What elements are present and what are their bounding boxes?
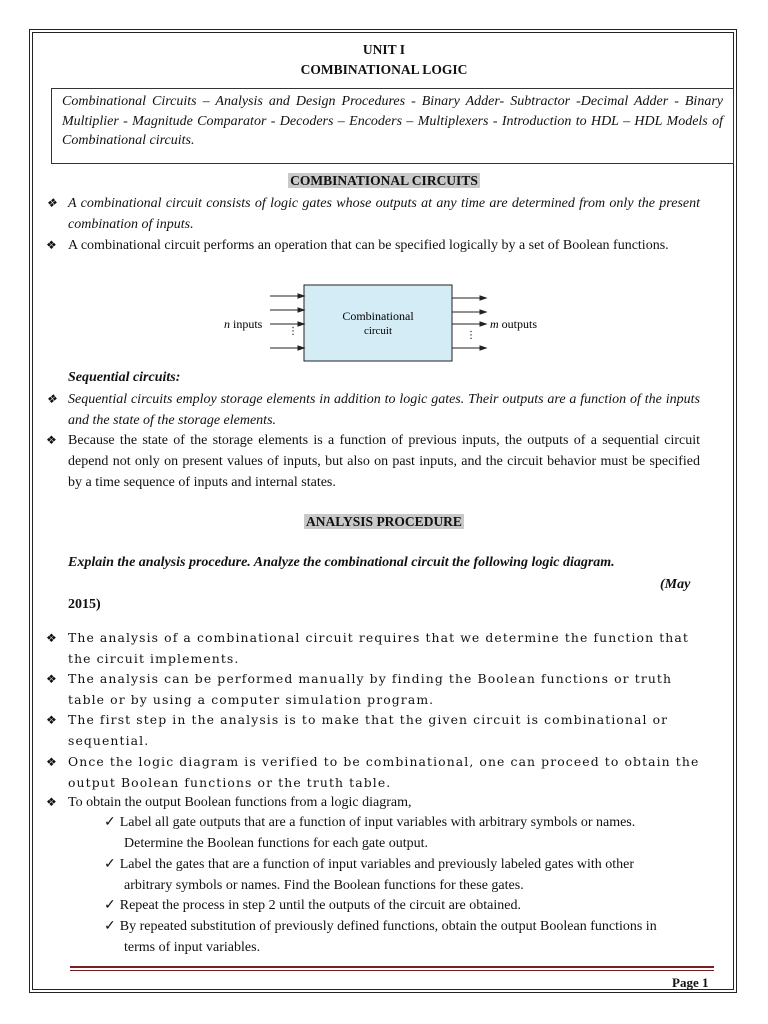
analysis-bullet-3 <box>46 710 700 751</box>
page-number: Page 1 <box>672 975 709 990</box>
step-1-line-b: Determine the Boolean functions for each gate output. <box>124 836 429 851</box>
step-4-line-a: By repeated substitution of previously defined functions, obtain the output Boolean functions in <box>119 919 657 934</box>
input-arrows <box>270 294 304 350</box>
check-icon: ✓ <box>104 815 116 830</box>
step-4 <box>104 916 700 958</box>
seq-bullet-1 <box>46 389 700 431</box>
step-2-line-b: arbitrary symbols or names. Find the Boolean functions for these gates. <box>124 878 524 893</box>
step-2 <box>104 854 700 896</box>
diamond-bullet-icon: ❖ <box>46 196 57 210</box>
step-2-line-a: Label the gates that are a function of input variables and previously labeled gates with other <box>119 857 635 872</box>
input-ellipsis: ⋮ <box>288 326 298 337</box>
comb-bullet-2 <box>46 235 700 256</box>
step-4-line-b: terms of input variables. <box>124 940 261 955</box>
analysis-bullet-4-text: Once the logic diagram is verified to be combinational, one can proceed to obtain the output Boolean functions or the truth table. <box>68 754 700 790</box>
diamond-bullet-icon: ❖ <box>46 672 58 686</box>
diamond-bullet-icon: ❖ <box>46 433 57 447</box>
comb-bullet-2-text: A combinational circuit performs an operation that can be specified logically by a set of Boolean functions. <box>68 238 669 253</box>
footer-rule <box>70 966 714 968</box>
diamond-bullet-icon: ❖ <box>46 238 57 252</box>
diamond-bullet-icon: ❖ <box>46 631 58 645</box>
check-icon: ✓ <box>104 898 116 913</box>
outputs-label <box>490 317 537 331</box>
combinational-circuit-diagram <box>220 284 550 364</box>
unit-number: UNIT I <box>362 42 406 57</box>
check-icon: ✓ <box>104 857 116 872</box>
comb-bullet-1-text: A combinational circuit consists of logic gates whose outputs at any time are determined from only the present combination of inputs. <box>68 196 700 232</box>
seq-bullet-1-text: Sequential circuits employ storage elements in addition to logic gates. Their outputs are a function of the inputs and the state of the storage elements. <box>68 392 700 428</box>
step-1 <box>104 812 700 854</box>
step-3-line-a: Repeat the process in step 2 until the outputs of the circuit are obtained. <box>119 898 521 913</box>
inputs-var: n <box>224 317 230 331</box>
analysis-bullet-5-text: To obtain the output Boolean functions from a logic diagram, <box>68 795 412 810</box>
analysis-bullet-3-text: The first step in the analysis is to make that the given circuit is combinational or sequential. <box>68 712 669 748</box>
analysis-bullet-2 <box>46 669 700 710</box>
analysis-bullet-1 <box>46 628 700 669</box>
analysis-heading-text: ANALYSIS PROCEDURE <box>306 514 462 529</box>
footer-rule-thin <box>70 970 714 971</box>
question-date-a: (May <box>660 577 691 592</box>
comb-bullet-1 <box>46 193 700 235</box>
output-arrows <box>452 296 486 350</box>
diamond-bullet-icon: ❖ <box>46 755 58 769</box>
diamond-bullet-icon: ❖ <box>46 713 58 727</box>
analysis-bullet-4 <box>46 752 700 793</box>
outputs-var: m <box>490 317 499 331</box>
question-date-b: 2015) <box>68 597 101 612</box>
analysis-bullet-1-text: The analysis of a combinational circuit requires that we determine the function that the circuit implements. <box>68 630 689 666</box>
analysis-bullet-2-text: The analysis can be performed manually by finding the Boolean functions or truth table or by using a computer simulation program. <box>68 671 673 707</box>
sequential-heading: Sequential circuits: <box>68 370 181 385</box>
unit-title: COMBINATIONAL LOGIC <box>300 62 468 77</box>
combinational-heading <box>0 173 768 189</box>
diamond-bullet-icon: ❖ <box>46 392 57 406</box>
diamond-bullet-icon: ❖ <box>46 795 57 809</box>
step-3 <box>104 895 700 916</box>
unit-header <box>0 40 768 80</box>
seq-bullet-2 <box>46 430 700 493</box>
inputs-text: inputs <box>230 317 263 331</box>
syllabus-box: Combinational Circuits – Analysis and Design Procedures - Binary Adder- Subtractor -Decimal Adder - Binary Multiplier - Magnitude Comparator - Decoders – Encoders – Multiplexers - Introduction to HDL – HDL Models of Combinational circuits. <box>51 88 734 164</box>
outputs-text: outputs <box>498 317 538 331</box>
output-ellipsis: ⋮ <box>466 330 476 341</box>
step-1-line-a: Label all gate outputs that are a function of input variables with arbitrary symbols or names. <box>119 815 636 830</box>
circuit-box-line2: circuit <box>363 325 393 337</box>
analysis-question: Explain the analysis procedure. Analyze the combinational circuit the following logic diagram. <box>68 555 615 570</box>
check-icon: ✓ <box>104 919 116 934</box>
analysis-bullet-5 <box>46 792 700 813</box>
circuit-box-line1: Combinational <box>342 309 414 323</box>
circuit-box <box>304 285 452 361</box>
inputs-label <box>224 317 263 331</box>
combinational-heading-text: COMBINATIONAL CIRCUITS <box>290 173 478 188</box>
seq-bullet-2-text: Because the state of the storage elements is a function of previous inputs, the outputs of a sequential circuit depend not only on present values of inputs, but also on past inputs, and the circuit behavior must be specified by a time sequence of inputs and internal states. <box>68 433 700 490</box>
analysis-heading <box>0 514 768 530</box>
